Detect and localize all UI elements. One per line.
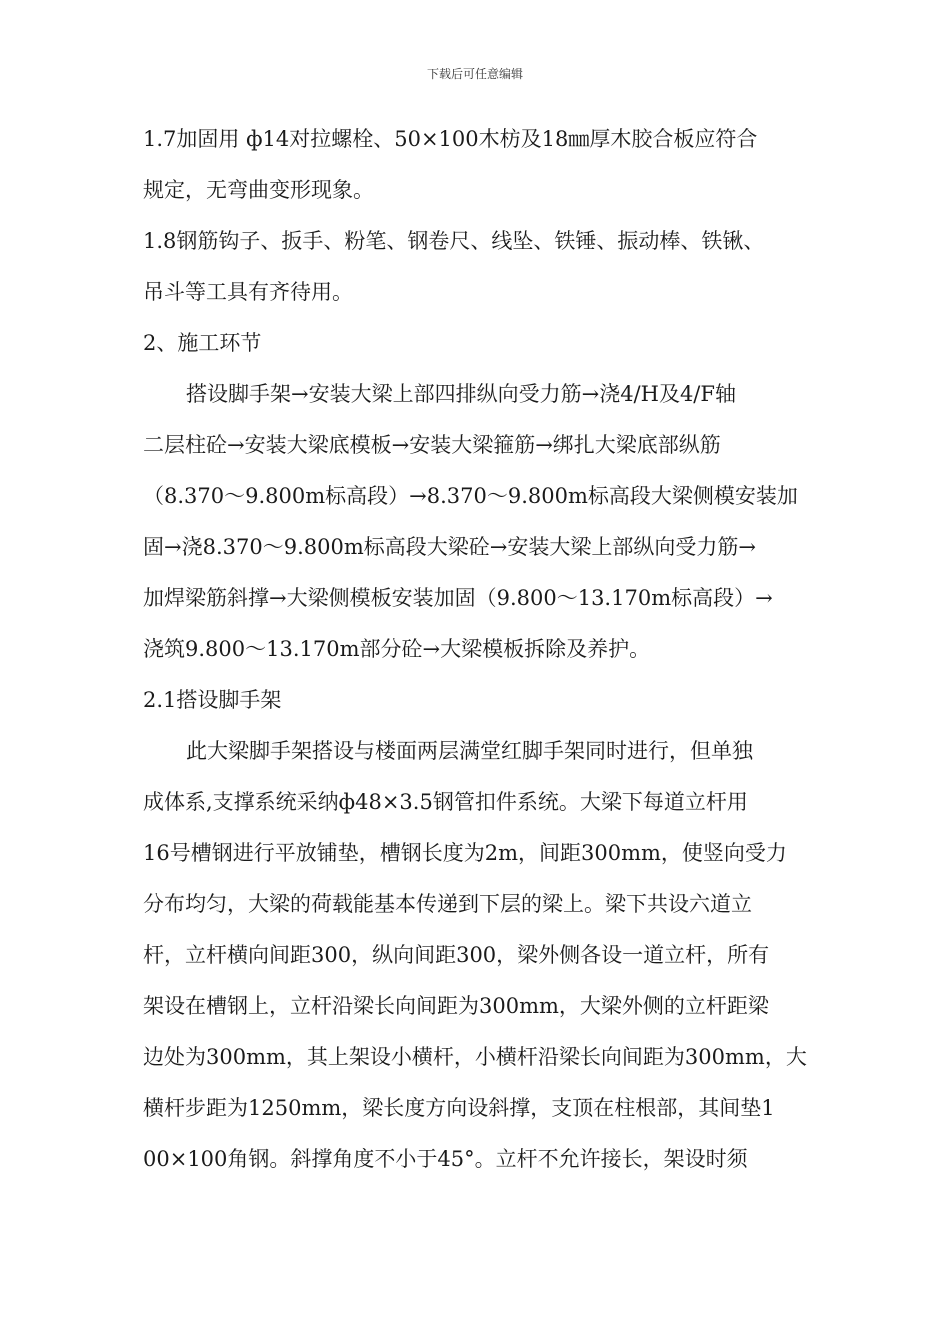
text-line-18: 架设在槽钢上，立杆沿梁长向间距为300mm，大梁外侧的立杆距梁 bbox=[143, 994, 769, 1018]
text-line-14: 成体系,支撑系统采纳ф48×3.5钢管扣件系统。大梁下每道立杆用 bbox=[143, 790, 748, 814]
text-line-15: 16号槽钢进行平放铺垫，槽钢长度为2m，间距300mm，使竖向受力 bbox=[143, 841, 787, 865]
text-line-10: 加焊梁筋斜撑→大梁侧模板安装加固（9.800～13.170m标高段）→ bbox=[143, 586, 773, 610]
text-line-3: 1.8钢筋钩子、扳手、粉笔、钢卷尺、线坠、铁锤、振动棒、铁锹、 bbox=[143, 229, 765, 253]
text-line-19: 边处为300mm，其上架设小横杆，小横杆沿梁长向间距为300mm，大 bbox=[143, 1045, 807, 1069]
text-line-7: 二层柱砼→安装大梁底模板→安装大梁箍筋→绑扎大梁底部纵筋 bbox=[143, 433, 721, 457]
page-header: 下载后可任意编辑 bbox=[426, 67, 523, 81]
text-line-8: （8.370～9.800m标高段）→8.370～9.800m标高段大梁侧模安装加 bbox=[143, 484, 798, 508]
text-line-11: 浇筑9.800～13.170m部分砼→大梁模板拆除及养护。 bbox=[143, 637, 651, 661]
text-line-6: 搭设脚手架→安装大梁上部四排纵向受力筋→浇4/H及4/F轴 bbox=[186, 382, 736, 406]
text-line-17: 杆，立杆横向间距300，纵向间距300，梁外侧各设一道立杆，所有 bbox=[143, 943, 770, 967]
document-body bbox=[143, 114, 823, 1185]
section-heading-scaffolding: 2.1搭设脚手架 bbox=[143, 688, 282, 712]
text-line-20: 横杆步距为1250mm，梁长度方向设斜撑，支顶在柱根部，其间垫1 bbox=[143, 1096, 775, 1120]
text-line-16: 分布均匀，大梁的荷载能基本传递到下层的梁上。梁下共设六道立 bbox=[143, 892, 752, 916]
text-line-1: 1.7加固用 ф14对拉螺栓、50×100木枋及18㎜厚木胶合板应符合 bbox=[143, 127, 758, 151]
text-line-21: 00×100角钢。斜撑角度不小于45°。立杆不允许接长，架设时须 bbox=[143, 1147, 748, 1171]
text-line-9: 固→浇8.370～9.800m标高段大梁砼→安装大梁上部纵向受力筋→ bbox=[143, 535, 756, 559]
text-line-13: 此大梁脚手架搭设与楼面两层满堂红脚手架同时进行，但单独 bbox=[186, 739, 753, 763]
text-line-4: 吊斗等工具有齐待用。 bbox=[143, 280, 353, 304]
section-heading-construction-steps: 2、施工环节 bbox=[143, 331, 262, 355]
text-line-2: 规定，无弯曲变形现象。 bbox=[143, 178, 374, 202]
